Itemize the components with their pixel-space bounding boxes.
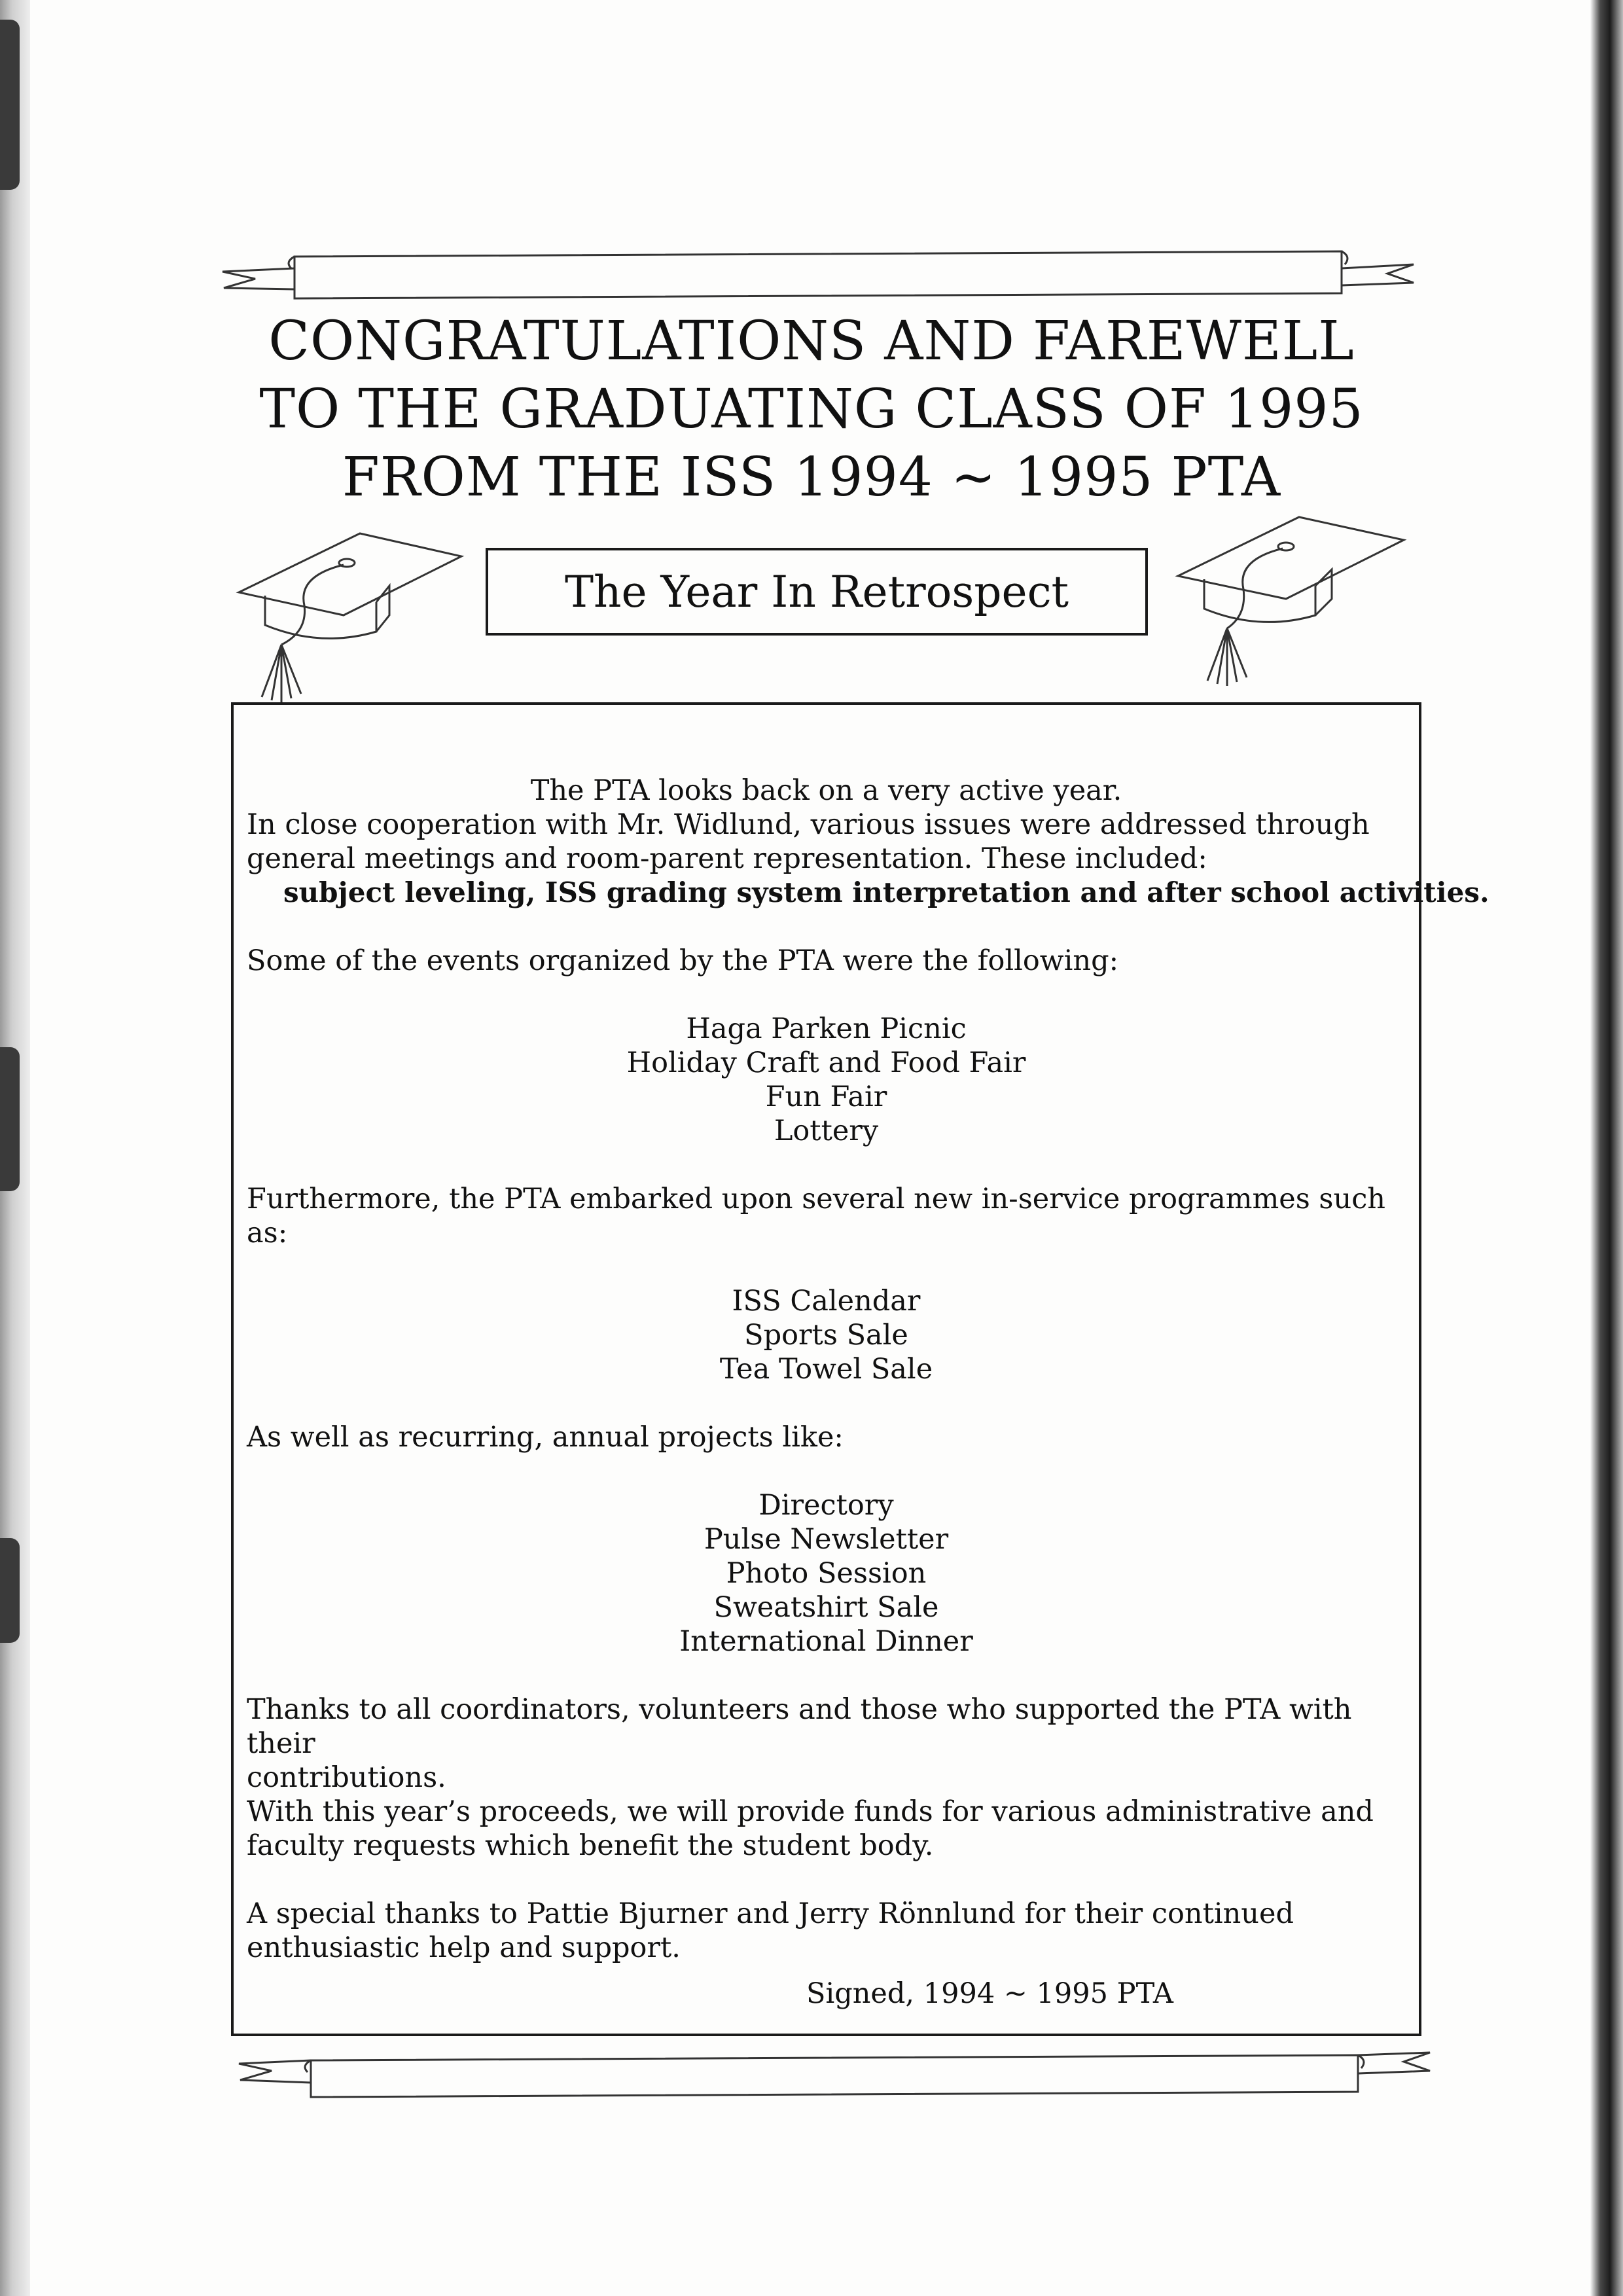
graduation-cap-icon xyxy=(1175,511,1407,697)
special-thanks-prefix: A special thanks to xyxy=(247,1897,518,1930)
heading-line-1: CONGRATULATIONS AND FAREWELL xyxy=(268,310,1355,372)
intro-line: The PTA looks back on a very active year. xyxy=(530,774,1122,807)
event-item: Fun Fair xyxy=(765,1081,887,1113)
page-heading xyxy=(223,308,1400,512)
special-thanks-2: enthusiastic help and support. xyxy=(247,1931,681,1964)
main-content-box xyxy=(231,702,1489,2036)
special-thanks xyxy=(247,1897,1406,1931)
programme-item: Sports Sale xyxy=(744,1319,908,1352)
programmes-intro: Furthermore, the PTA embarked upon several new in-service programmes such as: xyxy=(247,1183,1385,1249)
special-thanks-names: Pattie Bjurner and Jerry Rönnlund xyxy=(526,1897,1016,1930)
thanks-text-1: Thanks to all coordinators, volunteers and those who supported the PTA with their xyxy=(247,1693,1352,1760)
annual-item: International Dinner xyxy=(679,1625,973,1658)
subtitle-box xyxy=(486,548,1148,636)
subtitle: The Year In Retrospect xyxy=(564,566,1069,617)
page-edge-left xyxy=(0,0,30,2296)
heading-line-2: TO THE GRADUATING CLASS OF 1995 xyxy=(259,378,1364,440)
programme-item: Tea Towel Sale xyxy=(719,1353,933,1386)
page-edge-right xyxy=(1590,0,1623,2296)
heading-line-3: FROM THE ISS 1994 ~ 1995 PTA xyxy=(342,446,1281,509)
annual-intro: As well as recurring, annual projects like: xyxy=(247,1421,844,1454)
signature: Signed, 1994 ~ 1995 PTA xyxy=(806,1977,1173,2010)
thanks-text-4: faculty requests which benefit the student body. xyxy=(247,1829,934,1862)
graduation-cap-icon xyxy=(236,527,465,713)
event-item: Holiday Craft and Food Fair xyxy=(626,1047,1026,1079)
event-item: Lottery xyxy=(774,1115,879,1147)
thanks-text-3: With this year’s proceeds, we will provide funds for various administrative and xyxy=(247,1795,1374,1828)
special-thanks-suffix: for their continued xyxy=(1024,1897,1294,1930)
intro-bold-topics: subject leveling, ISS grading system interpretation and after school activities. xyxy=(283,876,1489,908)
annual-item: Sweatshirt Sale xyxy=(713,1591,939,1624)
thanks-text-2: contributions. xyxy=(247,1761,446,1794)
intro-text-2: general meetings and room-parent representation. These included: xyxy=(247,842,1207,875)
intro-text-1: In close cooperation with Mr. Widlund, various issues were addressed through xyxy=(247,808,1370,841)
annual-item: Directory xyxy=(758,1489,894,1522)
content-body xyxy=(247,774,1489,2011)
annual-item: Pulse Newsletter xyxy=(704,1523,949,1556)
event-item: Haga Parken Picnic xyxy=(686,1013,967,1045)
events-intro: Some of the events organized by the PTA were the following: xyxy=(247,944,1119,977)
bottom-scroll-banner-icon xyxy=(232,2034,1436,2106)
annual-item: Photo Session xyxy=(726,1557,927,1590)
programme-item: ISS Calendar xyxy=(732,1285,921,1318)
top-scroll-banner-icon xyxy=(216,242,1420,314)
